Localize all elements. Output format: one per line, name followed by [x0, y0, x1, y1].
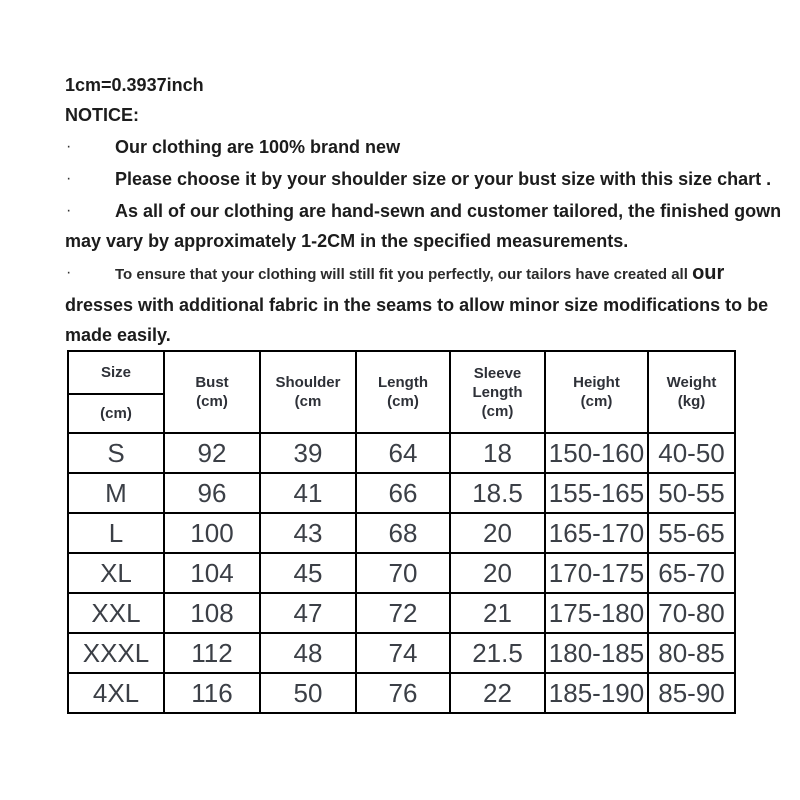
value-cell: 185-190 — [545, 673, 648, 713]
size-cell: M — [68, 473, 164, 513]
size-cell: XXXL — [68, 633, 164, 673]
table-row — [68, 513, 735, 553]
size-table-body — [68, 433, 735, 713]
header-height — [545, 351, 648, 433]
size-cell: XL — [68, 553, 164, 593]
bullet-dot: · — [66, 202, 72, 219]
value-cell: 21 — [450, 593, 545, 633]
value-cell: 20 — [450, 513, 545, 553]
header-label: Sleeve Length — [472, 364, 523, 401]
bullet-text-line-1 — [65, 258, 775, 290]
value-cell: 96 — [164, 473, 260, 513]
size-chart-table — [67, 350, 736, 714]
header-unit: (cm) — [580, 393, 613, 410]
notice-title: NOTICE: — [65, 105, 139, 125]
bullet-item-brand-new — [65, 132, 775, 162]
bullet-item-hand-sewn — [65, 196, 782, 256]
header-label: Weight — [666, 374, 717, 391]
value-cell: 80-85 — [648, 633, 735, 673]
table-row — [68, 433, 735, 473]
table-row — [68, 633, 735, 673]
value-cell: 70 — [356, 553, 450, 593]
size-cell: L — [68, 513, 164, 553]
cm-inch-conversion: 1cm=0.3937inch — [65, 75, 204, 95]
value-cell: 116 — [164, 673, 260, 713]
value-cell: 66 — [356, 473, 450, 513]
header-label: Length — [378, 374, 428, 391]
bullet-item-tailors — [65, 258, 775, 350]
header-label: Bust — [195, 374, 229, 391]
value-cell: 70-80 — [648, 593, 735, 633]
header-row — [68, 351, 735, 433]
value-cell: 100 — [164, 513, 260, 553]
value-cell: 20 — [450, 553, 545, 593]
value-cell: 40-50 — [648, 433, 735, 473]
header-unit: (cm) — [196, 393, 228, 410]
header-label: Height — [573, 374, 620, 391]
header-unit: (kg) — [677, 393, 706, 410]
value-cell: 22 — [450, 673, 545, 713]
value-cell: 55-65 — [648, 513, 735, 553]
header-label: Shoulder — [275, 374, 341, 391]
bullet-text-line-2: may vary by approximately 1-2CM in the specified measurements. — [65, 231, 629, 251]
value-cell: 165-170 — [545, 513, 648, 553]
value-cell: 104 — [164, 553, 260, 593]
value-cell: 85-90 — [648, 673, 735, 713]
value-cell: 155-165 — [545, 473, 648, 513]
value-cell: 170-175 — [545, 553, 648, 593]
header-shoulder — [260, 351, 356, 433]
value-cell: 43 — [260, 513, 356, 553]
value-cell: 64 — [356, 433, 450, 473]
value-cell: 48 — [260, 633, 356, 673]
table-row — [68, 473, 735, 513]
value-cell: 18.5 — [450, 473, 545, 513]
bullet-dot: · — [66, 170, 72, 187]
value-cell: 175-180 — [545, 593, 648, 633]
bullet-text-line-2: dresses with additional fabric in the seams to allow minor size modifications to be — [65, 295, 769, 315]
bullet-text-small: To ensure that your clothing will still fit you perfectly, our tailors have created all — [115, 266, 693, 283]
bullet-text-line-3: made easily. — [65, 325, 171, 345]
size-cell: S — [68, 433, 164, 473]
value-cell: 74 — [356, 633, 450, 673]
header-unit: (cm) — [387, 393, 419, 410]
header-bust — [164, 351, 260, 433]
value-cell: 108 — [164, 593, 260, 633]
value-cell: 50 — [260, 673, 356, 713]
value-cell: 39 — [260, 433, 356, 473]
header-sleeve-length — [450, 351, 545, 433]
table-row — [68, 553, 735, 593]
value-cell: 76 — [356, 673, 450, 713]
bullet-text-large: our — [692, 262, 725, 284]
bullet-text-line-1: As all of our clothing are hand-sewn and customer tailored, the finished gown — [115, 201, 782, 221]
table-row — [68, 593, 735, 633]
header-size-label: Size — [69, 352, 163, 395]
value-cell: 72 — [356, 593, 450, 633]
value-cell: 21.5 — [450, 633, 545, 673]
header-unit: (cm — [294, 393, 322, 410]
bullet-item-choose-size — [65, 164, 775, 194]
value-cell: 150-160 — [545, 433, 648, 473]
value-cell: 180-185 — [545, 633, 648, 673]
header-size — [68, 351, 164, 433]
header-size-unit: (cm) — [100, 405, 132, 422]
header-length — [356, 351, 450, 433]
notice-text-block — [65, 70, 782, 350]
value-cell: 112 — [164, 633, 260, 673]
bullet-text: Please choose it by your shoulder size or your bust size with this size chart . — [115, 169, 772, 189]
bullet-text: Our clothing are 100% brand new — [115, 137, 401, 157]
size-cell: 4XL — [68, 673, 164, 713]
header-unit: (cm) — [481, 402, 514, 420]
size-cell: XXL — [68, 593, 164, 633]
value-cell: 65-70 — [648, 553, 735, 593]
value-cell: 47 — [260, 593, 356, 633]
value-cell: 45 — [260, 553, 356, 593]
value-cell: 50-55 — [648, 473, 735, 513]
value-cell: 68 — [356, 513, 450, 553]
value-cell: 18 — [450, 433, 545, 473]
table-row — [68, 673, 735, 713]
header-weight — [648, 351, 735, 433]
bullet-dot: · — [66, 264, 72, 281]
value-cell: 41 — [260, 473, 356, 513]
value-cell: 92 — [164, 433, 260, 473]
bullet-dot: · — [66, 138, 72, 155]
